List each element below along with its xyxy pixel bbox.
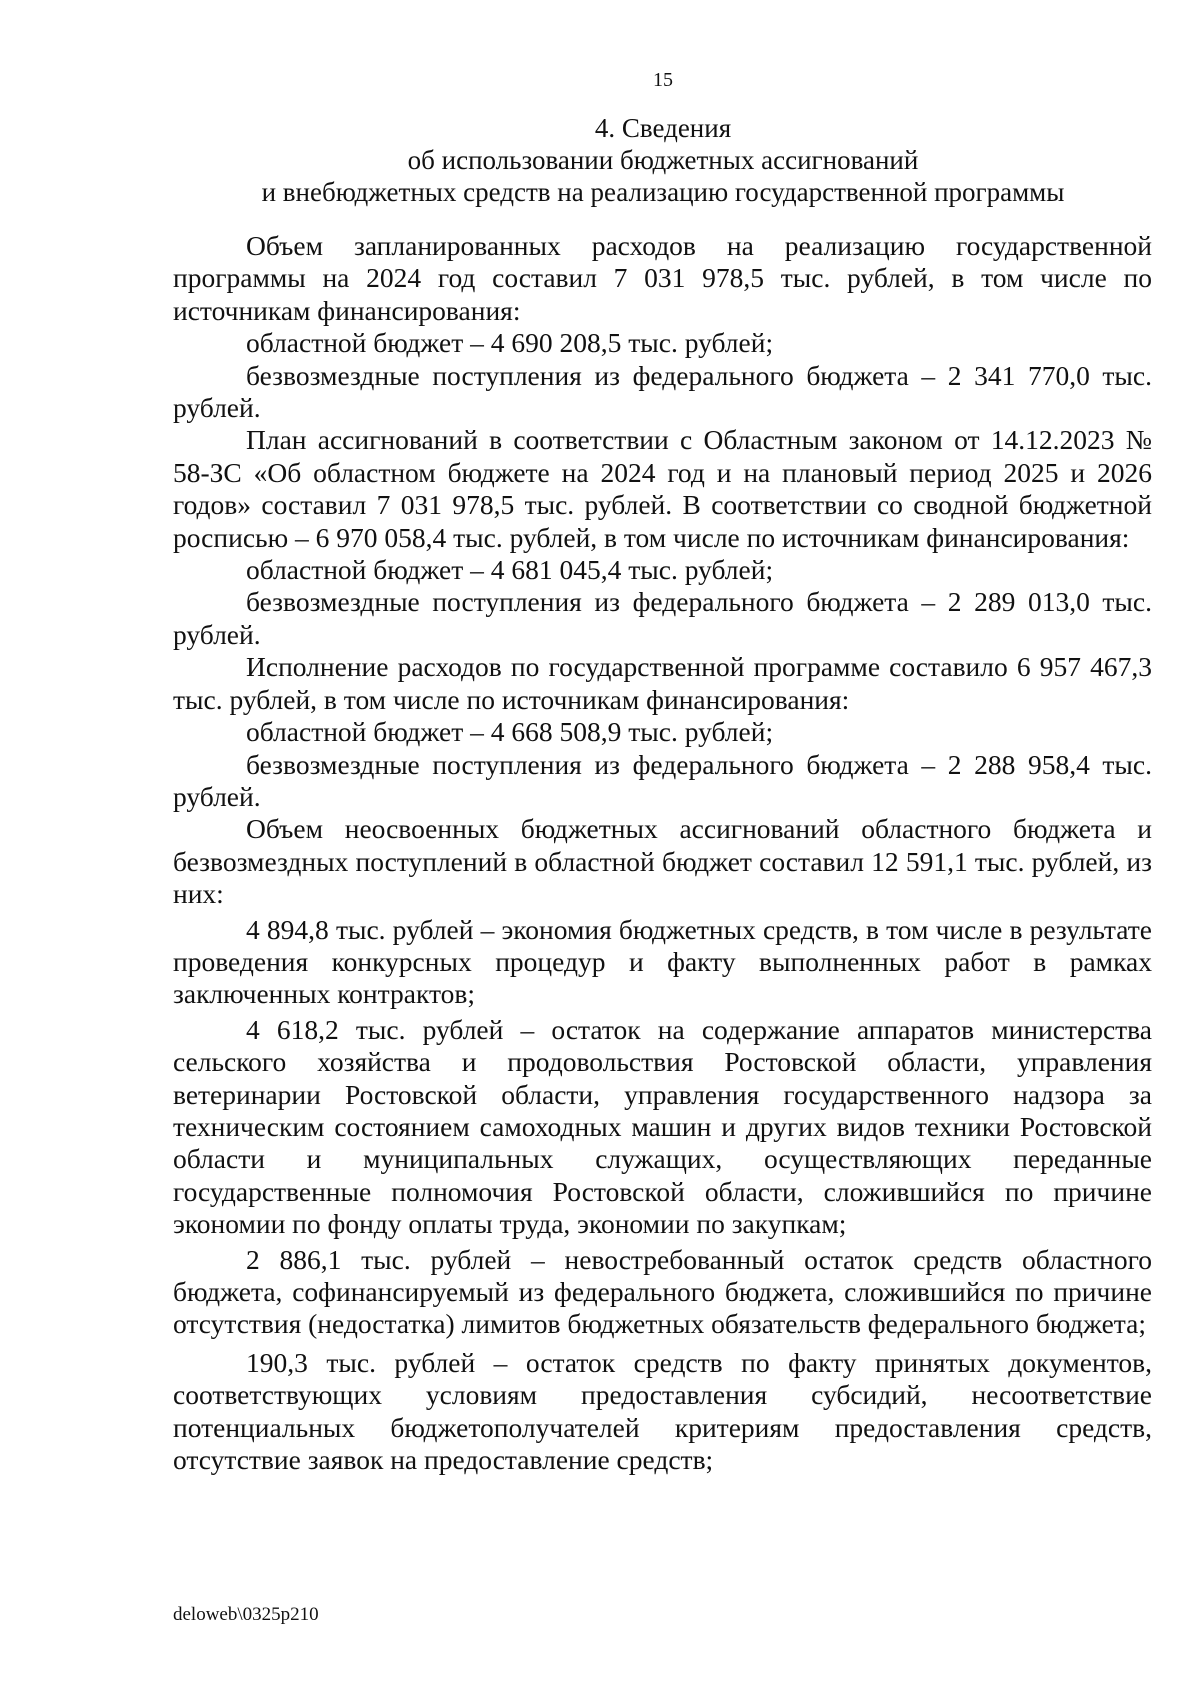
paragraph-unspent-apparatus: 4 618,2 тыс. рублей – остаток на содержание аппаратов министерства сельского хозяйства и продовольствия Ростовской области, управления ветеринарии Ростовской области, управления государственного надзора за техническим состоянием самоходных машин и других видов техники Ростовской области и муниципальных служащих, осуществляющих переданные государственные полномочия Ростовской области, сложившийся по причине экономии по фонду оплаты труда, экономии по закупкам; xyxy=(173,1013,1152,1240)
paragraph-federal-transfers-schedule: безвозмездные поступления из федерального бюджета – 2 289 013,0 тыс. рублей. xyxy=(173,586,1152,650)
section-heading-line-1: 4. Сведения xyxy=(594,113,732,143)
paragraph-execution: Исполнение расходов по государственной программе составило 6 957 467,3 тыс. рублей, в том числе по источникам финансирования: xyxy=(173,651,1152,715)
document-body xyxy=(173,230,1152,1476)
paragraph-regional-budget-executed: областной бюджет – 4 668 508,9 тыс. рублей; xyxy=(246,716,774,748)
paragraph-unspent-subsidies: 190,3 тыс. рублей – остаток средств по факту принятых документов, соответствующих условиям предоставления субсидий, несоответствие потенциальных бюджетополучателей критериям предоставления средств, отсутствие заявок на предоставление средств; xyxy=(173,1346,1152,1476)
paragraph-unspent-savings: 4 894,8 тыс. рублей – экономия бюджетных средств, в том числе в результате проведения конкурсных процедур и факту выполненных работ в рамках заключенных контрактов; xyxy=(173,913,1152,1010)
paragraph-unspent-total: Объем неосвоенных бюджетных ассигнований областного бюджета и безвозмездных поступлений в областной бюджет составил 12 591,1 тыс. рублей, из них: xyxy=(173,813,1152,910)
section-heading-line-2: об использовании бюджетных ассигнований xyxy=(407,145,919,175)
paragraph-allocation-plan: План ассигнований в соответствии с Областным законом от 14.12.2023 № 58-ЗС «Об областном бюджете на 2024 год и на плановый период 2025 и 2026 годов» составил 7 031 978,5 тыс. рублей. В соответствии со сводной бюджетной росписью – 6 970 058,4 тыс. рублей, в том числе по источникам финансирования: xyxy=(173,424,1152,553)
page-number: 15 xyxy=(653,69,673,91)
paragraph-unspent-cofinancing: 2 886,1 тыс. рублей – невостребованный остаток средств областного бюджета, софинансируемый из федерального бюджета, сложившийся по причине отсутствия (недостатка) лимитов бюджетных обязательств федерального бюджета; xyxy=(173,1243,1152,1340)
section-heading-line-3: и внебюджетных средств на реализацию государственной программы xyxy=(261,177,1065,207)
paragraph-federal-transfers-planned: безвозмездные поступления из федерального бюджета – 2 341 770,0 тыс. рублей. xyxy=(173,359,1152,424)
section-heading xyxy=(0,112,1200,208)
paragraph-regional-budget-schedule: областной бюджет – 4 681 045,4 тыс. рублей; xyxy=(246,554,774,586)
document-footer-code: deloweb\0325p210 xyxy=(173,1604,319,1625)
paragraph-planned-expenses: Объем запланированных расходов на реализацию государственной программы на 2024 год составил 7 031 978,5 тыс. рублей, в том числе по источникам финансирования: xyxy=(173,230,1152,326)
paragraph-regional-budget-planned: областной бюджет – 4 690 208,5 тыс. рублей; xyxy=(246,327,774,359)
paragraph-federal-transfers-executed: безвозмездные поступления из федерального бюджета – 2 288 958,4 тыс. рублей. xyxy=(173,748,1152,812)
